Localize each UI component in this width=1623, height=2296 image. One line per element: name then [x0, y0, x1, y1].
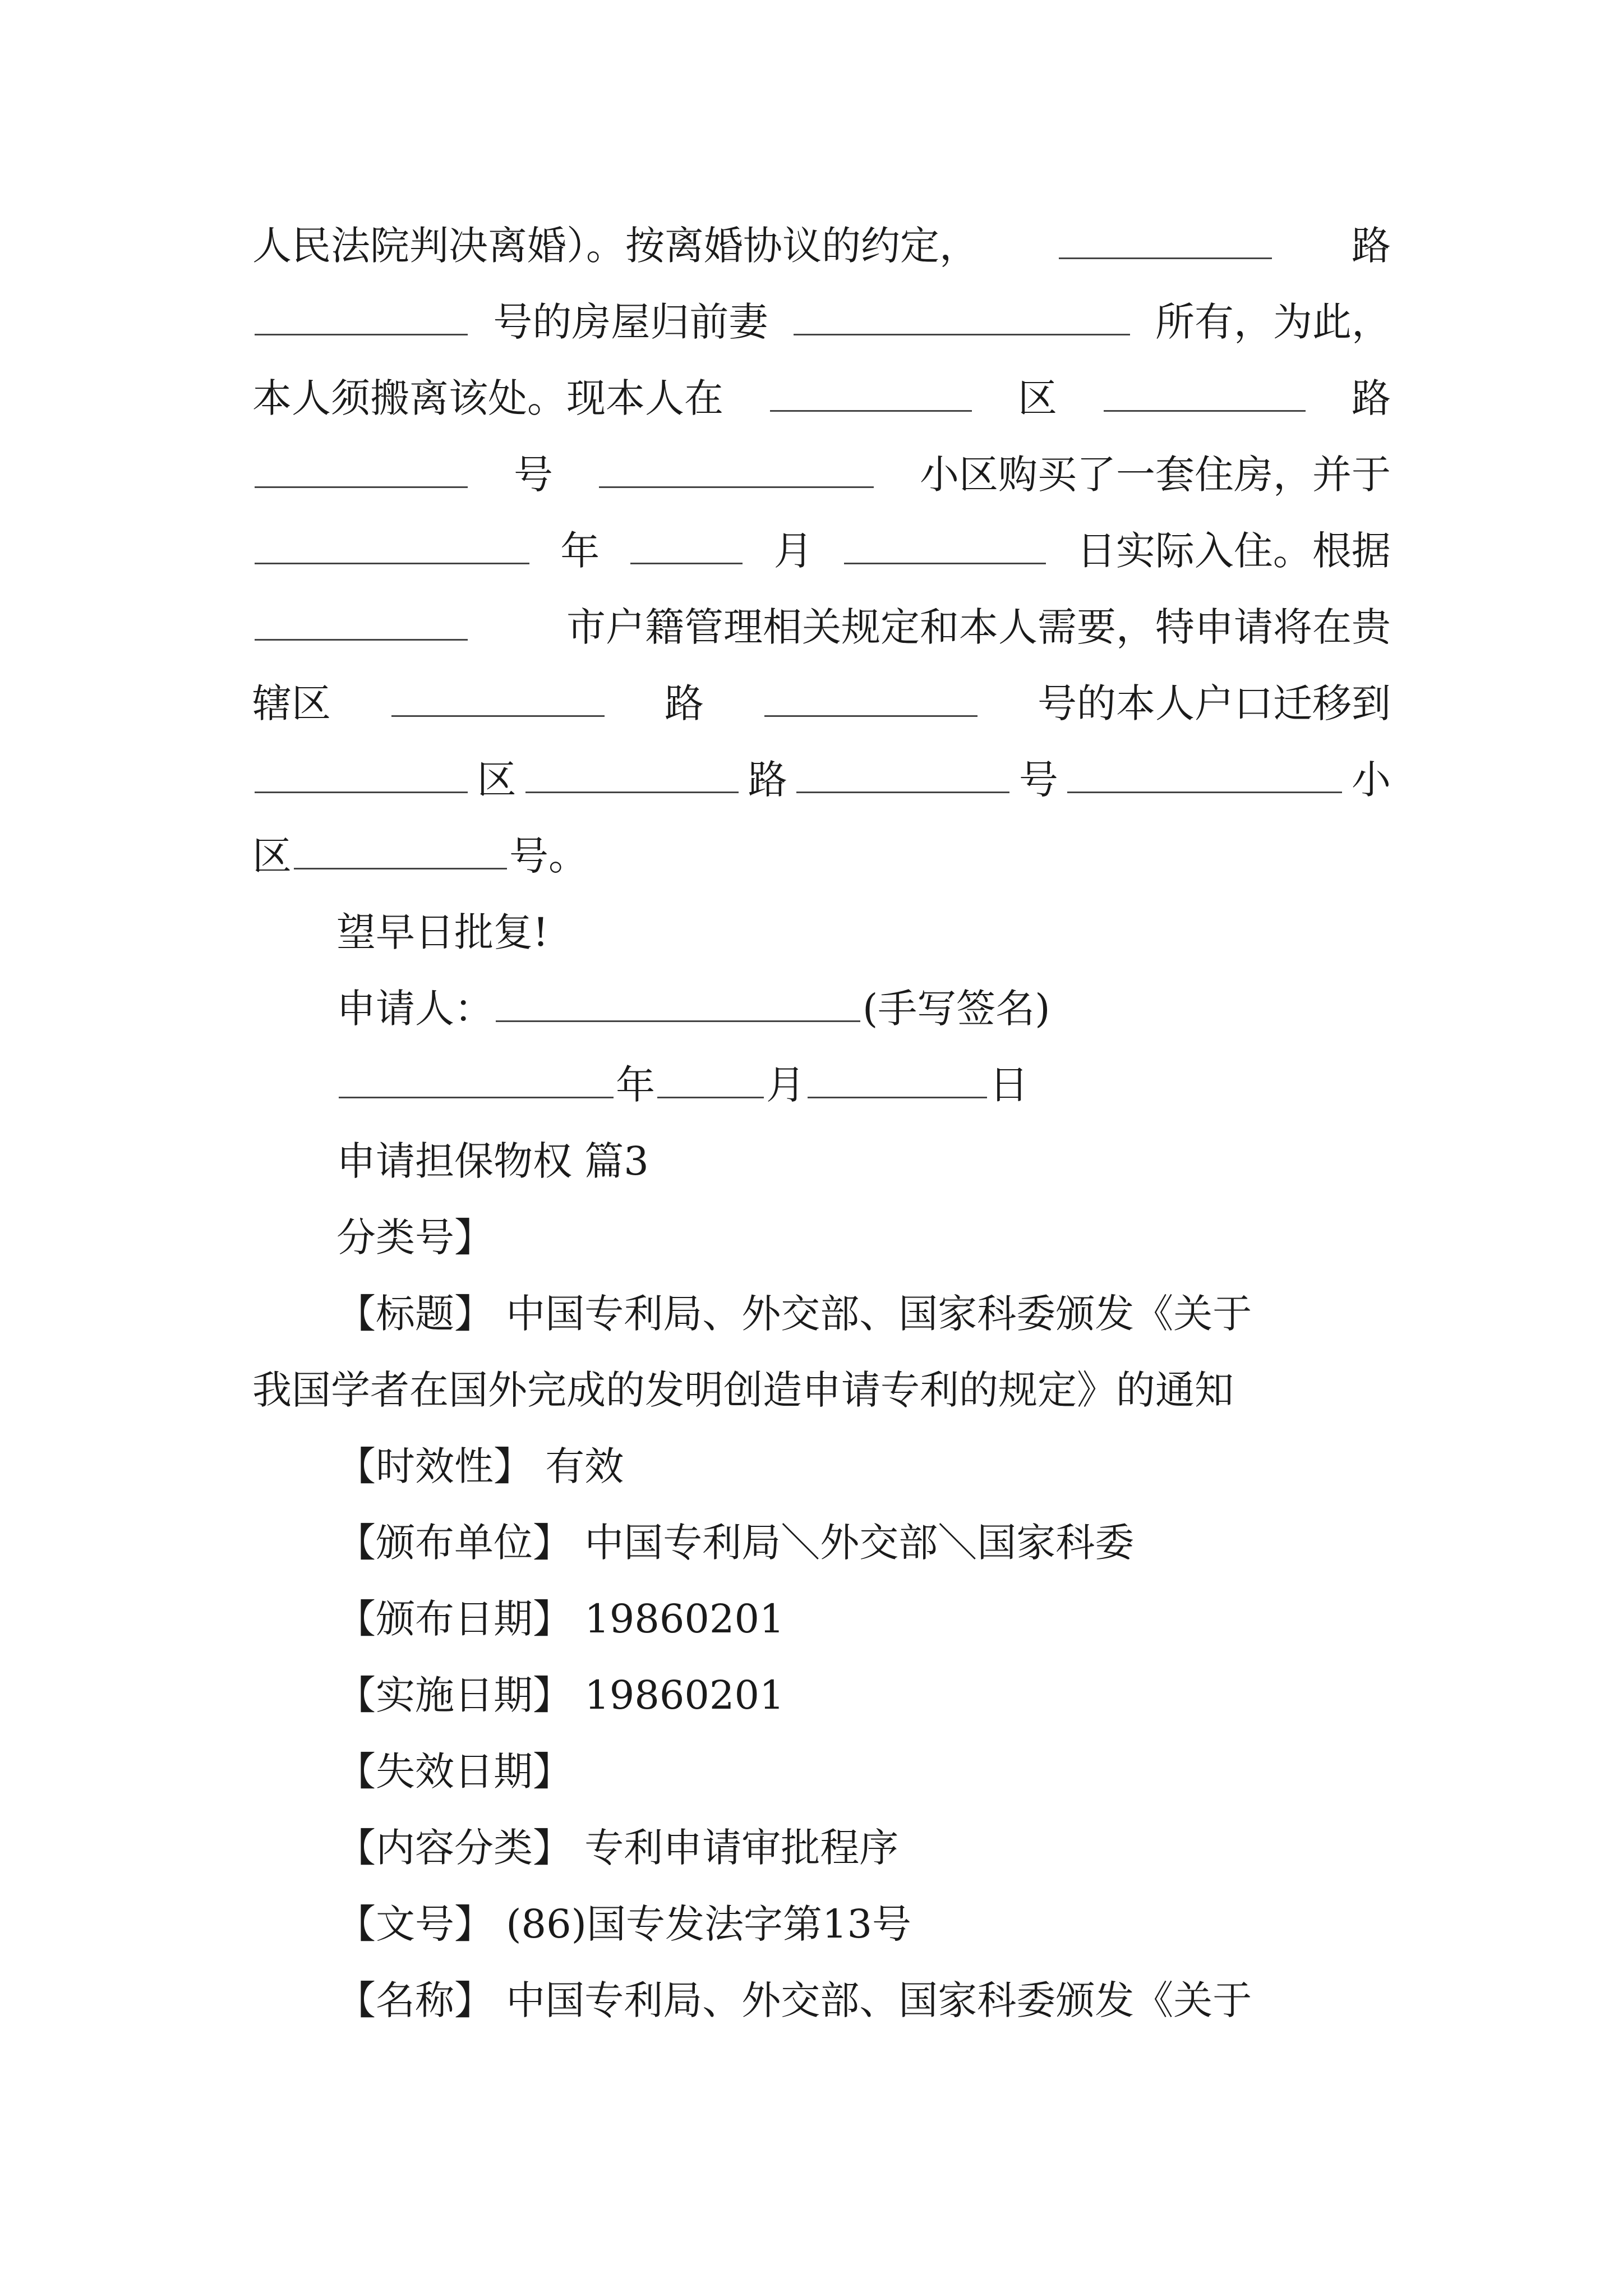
fill-blank	[770, 376, 972, 412]
body-line-6	[252, 589, 1391, 665]
fill-blank	[255, 300, 468, 335]
text-segment: 市户籍管理相关规定和本人需要，特申请将在贵	[566, 604, 1391, 650]
body-line-8	[252, 742, 1391, 818]
text-segment: 号的房屋归前妻	[493, 299, 768, 345]
text-segment: 路	[665, 680, 704, 726]
text-segment: 路	[1352, 223, 1391, 269]
text-segment: 小区购买了一套住房，并于	[920, 452, 1391, 498]
text-segment: 路	[748, 757, 787, 803]
classification-number: 分类号】	[336, 1214, 494, 1260]
issuing-unit-field: 【颁布单位】 中国专利局＼外交部＼国家科委	[336, 1520, 1135, 1566]
fill-blank	[391, 682, 605, 717]
fill-blank	[1104, 376, 1306, 412]
body-line-1	[252, 208, 1391, 284]
expiry-date-field: 【失效日期】	[336, 1749, 572, 1795]
fill-blank	[255, 758, 468, 793]
fill-blank	[1059, 224, 1272, 259]
content-category-field: 【内容分类】 专利申请审批程序	[336, 1825, 899, 1871]
fill-blank	[1067, 758, 1342, 793]
validity-field: 【时效性】 有效	[336, 1443, 624, 1489]
body-line-4	[252, 436, 1391, 513]
body-line-7	[252, 665, 1391, 742]
fill-blank	[796, 758, 1009, 793]
text-segment: 路	[1352, 375, 1391, 421]
text-segment: 号。	[509, 833, 588, 879]
document-number-field: 【文号】 (86)国专发法字第13号	[336, 1901, 912, 1947]
year-blank	[339, 1063, 614, 1098]
name-field: 【名称】 中国专利局、外交部、国家科委颁发《关于	[336, 1977, 1252, 2023]
applicant-signature-line	[336, 970, 1391, 1047]
fill-blank	[294, 834, 507, 869]
text-segment: 区	[477, 757, 517, 803]
text-segment: 区	[1018, 375, 1057, 421]
text-segment: 月	[773, 528, 813, 574]
text-segment: 号的本人户口迁移到	[1038, 680, 1391, 726]
fill-blank	[794, 300, 1130, 335]
text-segment: 小	[1351, 757, 1391, 803]
text-segment: 申请人：	[336, 986, 494, 1032]
fill-blank	[525, 758, 739, 793]
text-segment: 日实际入住。根据	[1076, 528, 1391, 574]
text-segment: 辖区	[252, 680, 331, 726]
fill-blank	[844, 529, 1046, 564]
body-line-9	[252, 818, 1391, 894]
body-line-2	[252, 284, 1391, 360]
text-segment: 所有，为此，	[1155, 299, 1391, 345]
fill-blank	[255, 453, 468, 488]
body-line-5	[252, 513, 1391, 589]
text-segment: 月	[766, 1062, 805, 1108]
fill-blank	[764, 682, 978, 717]
section-heading: 申请担保物权 篇3	[336, 1138, 649, 1184]
fill-blank	[599, 453, 874, 488]
fill-blank	[630, 529, 743, 564]
closing-request: 望早日批复!	[336, 909, 549, 955]
text-segment: 年	[616, 1062, 655, 1108]
signature-blank	[496, 987, 860, 1022]
text-segment: 人民法院判决离婚）。按离婚协议的约定，	[252, 223, 979, 269]
text-segment: 号	[514, 452, 553, 498]
title-field: 【标题】 中国专利局、外交部、国家科委颁发《关于	[336, 1291, 1252, 1337]
text-segment: 年	[560, 528, 600, 574]
date-line	[336, 1047, 1391, 1123]
title-field-continued: 我国学者在国外完成的发明创造申请专利的规定》的通知	[252, 1367, 1234, 1413]
text-segment: 日	[989, 1062, 1029, 1108]
day-blank	[808, 1063, 987, 1098]
month-blank	[657, 1063, 764, 1098]
body-line-3	[252, 360, 1391, 436]
text-segment: 本人须搬离该处。现本人在	[252, 375, 723, 421]
text-segment: (手写签名)	[863, 986, 1050, 1032]
text-segment: 号	[1018, 757, 1058, 803]
fill-blank	[255, 605, 468, 641]
issue-date-field: 【颁布日期】 19860201	[336, 1596, 785, 1642]
effective-date-field: 【实施日期】 19860201	[336, 1672, 785, 1718]
text-segment: 区	[252, 833, 292, 879]
fill-blank	[255, 529, 529, 564]
